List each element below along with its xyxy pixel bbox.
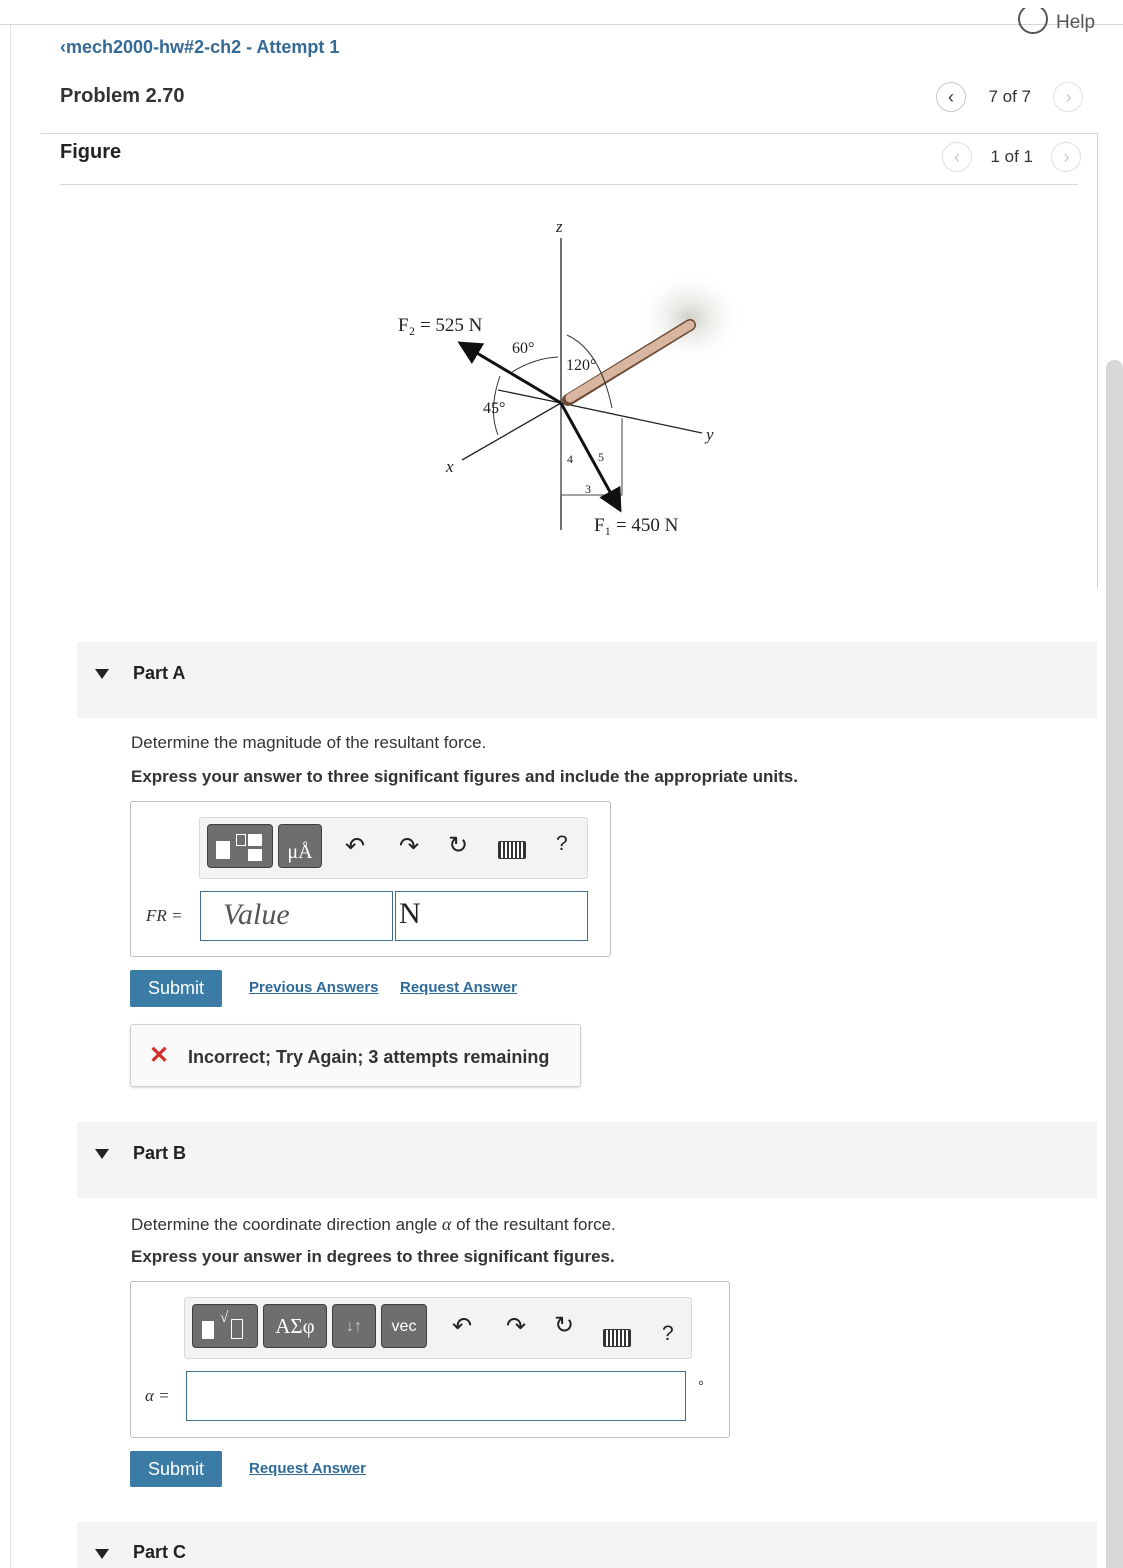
part-c-collapse-icon[interactable] xyxy=(95,1549,109,1559)
fr-unit-value: N xyxy=(399,897,421,930)
help-label: Help xyxy=(1056,12,1096,34)
f2-vector xyxy=(460,343,561,403)
incorrect-x-icon: ✕ xyxy=(149,1042,170,1069)
keyboard-icon[interactable] xyxy=(498,841,526,859)
figure-count: 1 of 1 xyxy=(990,147,1033,166)
left-divider xyxy=(10,24,11,1568)
f1-label: F₁ = 450 N xyxy=(594,515,679,536)
part-a-question: Determine the magnitude of the resultant force. xyxy=(131,733,487,752)
header-divider xyxy=(41,133,1097,134)
part-a-header[interactable] xyxy=(77,642,1097,718)
problem-pager xyxy=(936,82,1083,112)
alpha-input[interactable] xyxy=(186,1371,686,1421)
slope-4-label: 4 xyxy=(567,452,573,466)
part-a-request-answer-link[interactable]: Request Answer xyxy=(400,979,517,996)
part-c-label: Part C xyxy=(133,1542,187,1562)
x-axis xyxy=(462,403,561,460)
back-to-assignment-link[interactable]: ‹mech2000-hw#2-ch2 - Attempt 1 xyxy=(60,37,340,57)
angle-45-label: 45° xyxy=(483,400,506,417)
redo-icon[interactable]: ↷ xyxy=(399,833,420,860)
top-divider xyxy=(0,24,1123,25)
part-b-header[interactable] xyxy=(77,1122,1097,1198)
reset-icon[interactable]: ↻ xyxy=(448,832,469,859)
template-block-icon xyxy=(216,841,230,859)
undo-icon[interactable]: ↶ xyxy=(452,1313,473,1340)
y-axis xyxy=(561,403,702,433)
part-a-label: Part A xyxy=(133,663,186,683)
keyboard-icon[interactable] xyxy=(603,1329,631,1347)
z-axis-label: z xyxy=(556,217,563,236)
page-scrollbar[interactable] xyxy=(1106,360,1123,1568)
part-b-collapse-icon[interactable] xyxy=(95,1149,109,1159)
help-link[interactable] xyxy=(1018,8,1095,38)
slope-3-label: 3 xyxy=(585,482,591,496)
f2-label: F₂ = 525 N xyxy=(398,315,483,336)
next-problem-button[interactable]: › xyxy=(1053,82,1083,112)
angle-120-label: 120° xyxy=(566,357,597,374)
fr-units-input[interactable] xyxy=(395,891,588,941)
help-icon xyxy=(1018,8,1048,34)
reset-icon[interactable]: ↻ xyxy=(554,1312,575,1339)
part-b-toolbar xyxy=(184,1297,692,1359)
force-diagram xyxy=(380,205,760,555)
problem-title: Problem 2.70 xyxy=(60,85,185,107)
sqrt-box-icon xyxy=(231,1319,243,1339)
degree-unit: ° xyxy=(698,1378,704,1395)
part-b-request-answer-link[interactable]: Request Answer xyxy=(249,1460,366,1477)
sqrt-icon: √ xyxy=(220,1310,229,1326)
figure-scroll-track xyxy=(1097,133,1098,588)
previous-figure-button[interactable]: ‹ xyxy=(942,142,972,172)
template-frac-top-icon xyxy=(248,834,262,846)
part-a-submit-button[interactable]: Submit xyxy=(130,970,222,1007)
vector-button[interactable]: vec xyxy=(381,1304,427,1348)
template-block-icon xyxy=(202,1321,214,1339)
figure-divider xyxy=(60,184,1078,185)
redo-icon[interactable]: ↷ xyxy=(506,1313,527,1340)
part-a-feedback xyxy=(130,1024,581,1087)
feedback-text: Incorrect; Try Again; 3 attempts remaining xyxy=(188,1047,550,1067)
fr-label: FR = xyxy=(146,906,183,925)
alpha-label: α = xyxy=(145,1386,170,1405)
undo-icon[interactable]: ↶ xyxy=(345,833,366,860)
y-axis-label: y xyxy=(706,425,714,444)
greek-symbols-button[interactable]: ΑΣφ xyxy=(263,1304,327,1348)
part-a-instruction: Express your answer to three significant figures and include the appropriate units. xyxy=(131,767,798,786)
figure-title: Figure xyxy=(60,141,122,163)
figure-pager xyxy=(942,142,1081,172)
template-small-box-icon xyxy=(236,834,246,846)
template-frac-bottom-icon xyxy=(248,849,262,861)
part-c-header[interactable] xyxy=(77,1522,1097,1568)
subscript-superscript-button[interactable]: ↓↑ xyxy=(332,1304,376,1348)
part-b-submit-button[interactable]: Submit xyxy=(130,1451,222,1487)
fr-value-input[interactable] xyxy=(200,891,393,941)
units-button[interactable]: μÅ xyxy=(278,824,322,868)
fr-value-placeholder: Value xyxy=(223,898,290,931)
chevron-left-icon: ‹ xyxy=(60,37,66,57)
part-b-question: Determine the coordinate direction angle α of the resultant force. xyxy=(131,1214,616,1234)
angle-60-label: 60° xyxy=(512,340,535,357)
previous-problem-button[interactable]: ‹ xyxy=(936,82,966,112)
part-b-label: Part B xyxy=(133,1143,187,1163)
math-templates-button[interactable] xyxy=(192,1304,258,1348)
x-axis-label: x xyxy=(446,457,454,476)
problem-count: 7 of 7 xyxy=(988,87,1031,106)
slope-5-label: 5 xyxy=(598,450,604,464)
next-figure-button[interactable]: › xyxy=(1051,142,1081,172)
part-b-instruction: Express your answer in degrees to three significant figures. xyxy=(131,1247,615,1266)
arc-60 xyxy=(512,357,558,372)
part-a-toolbar xyxy=(199,817,588,879)
help-icon[interactable]: ? xyxy=(662,1322,674,1345)
previous-answers-link[interactable]: Previous Answers xyxy=(249,979,379,996)
templates-button[interactable] xyxy=(207,824,273,868)
part-a-collapse-icon[interactable] xyxy=(95,669,109,679)
help-icon[interactable]: ? xyxy=(556,832,568,855)
